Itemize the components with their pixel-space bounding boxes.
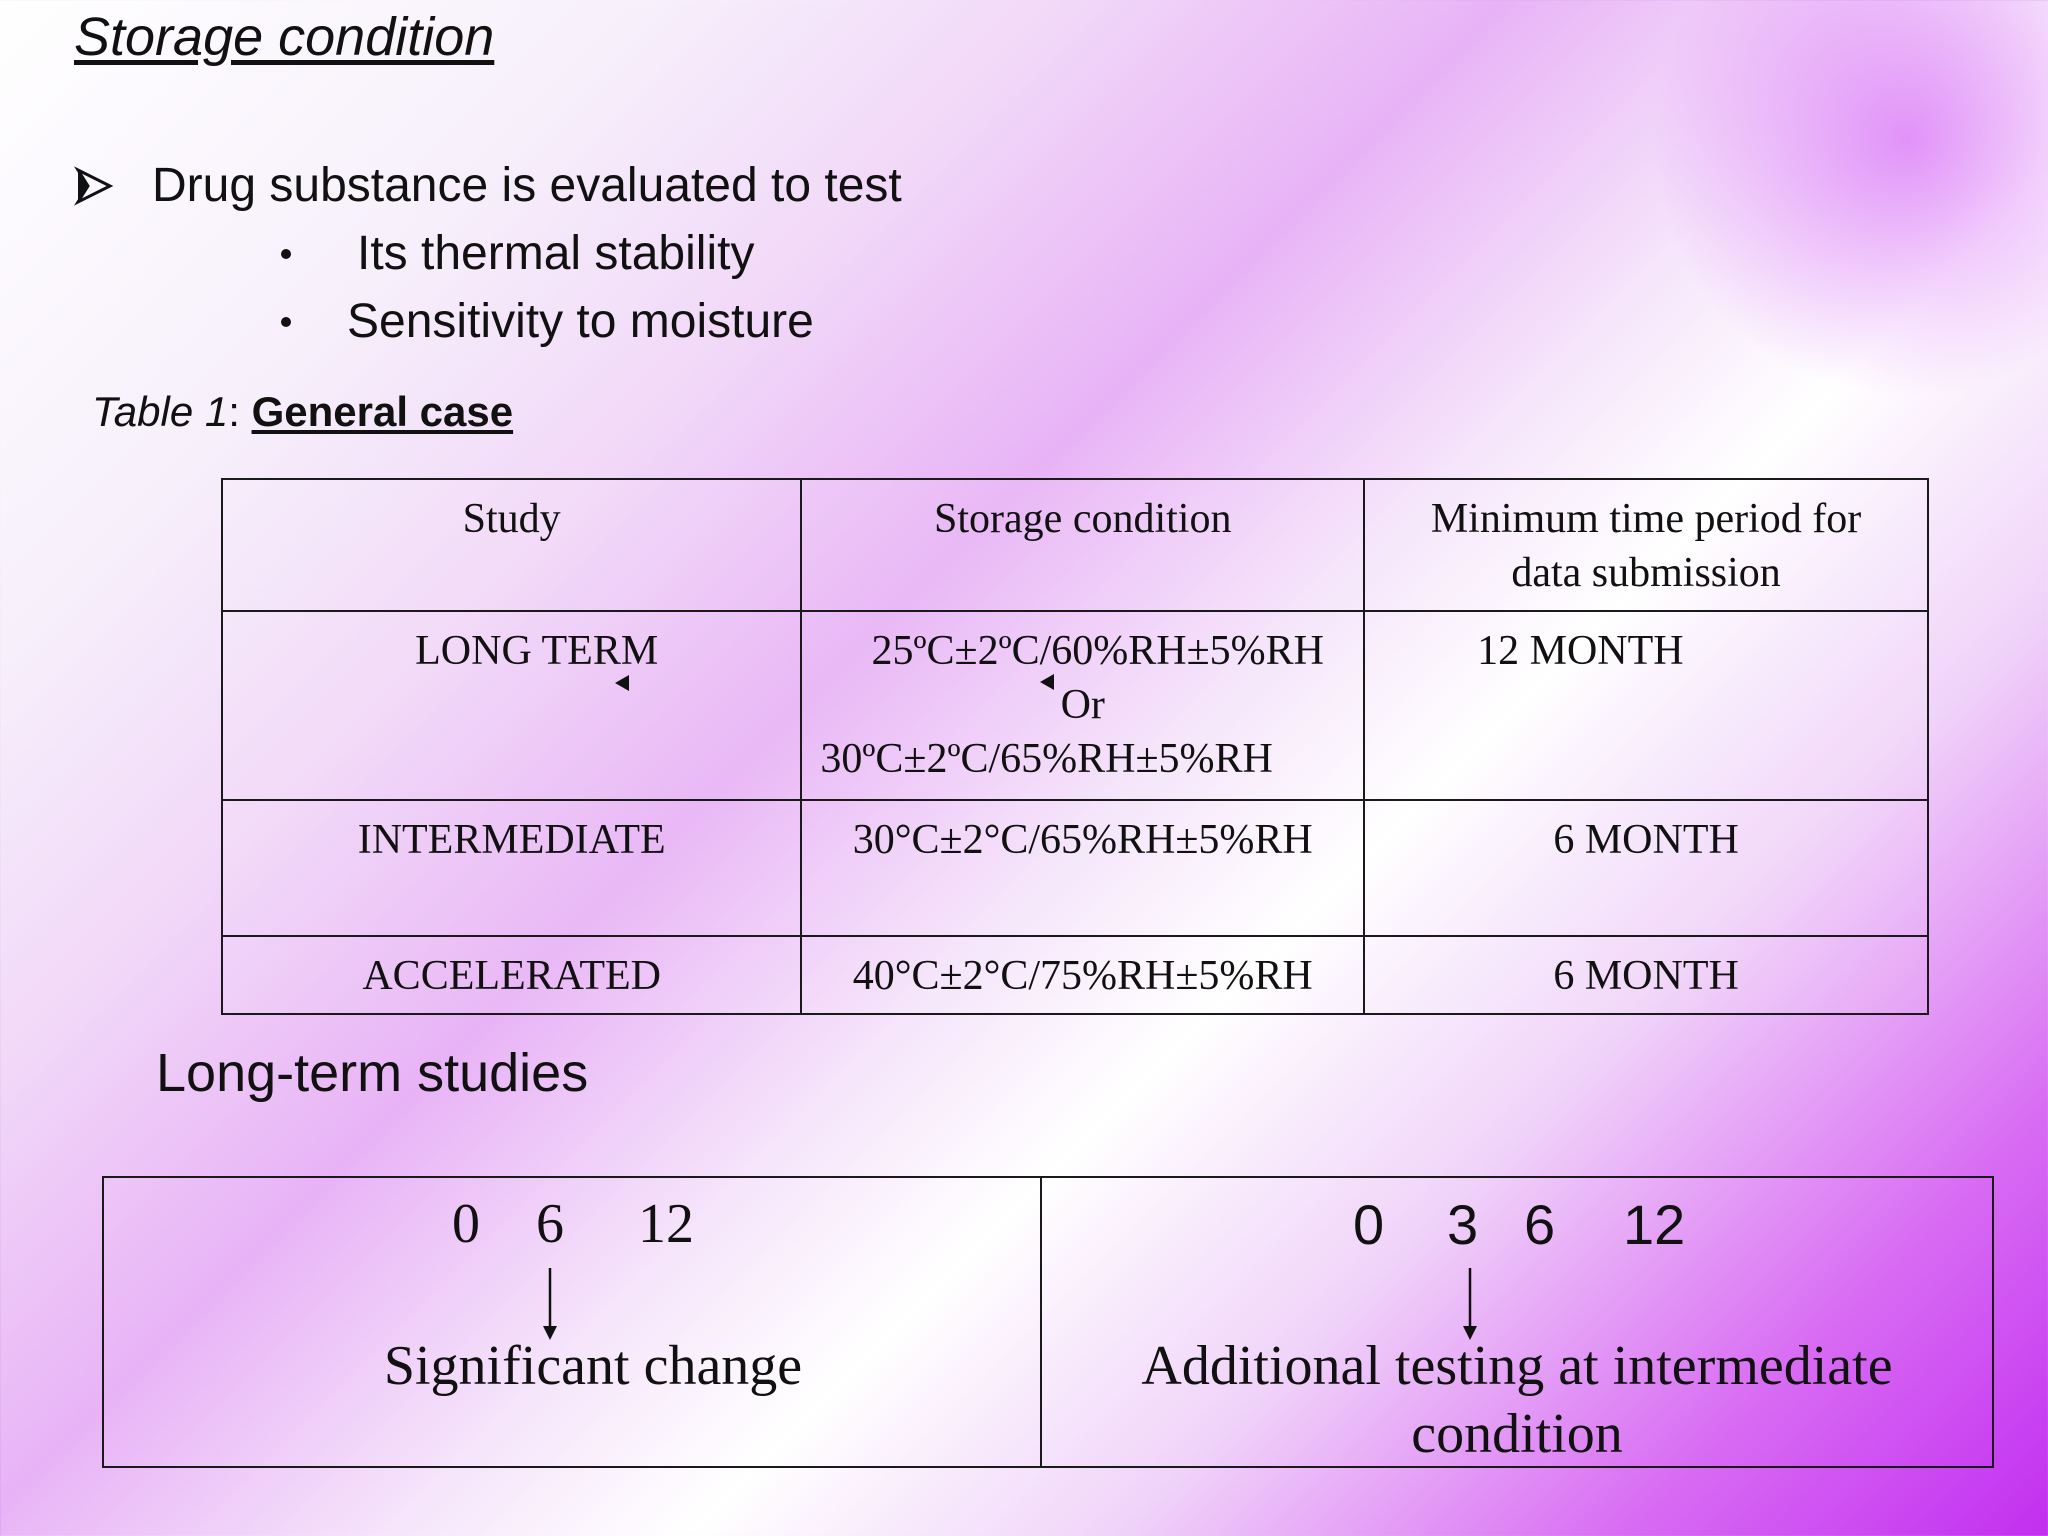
result-line: Additional testing at intermediate	[1141, 1335, 1893, 1397]
timeline-tick: 12	[1623, 1193, 1686, 1256]
result-additional-testing	[1042, 1332, 1992, 1468]
condition-line: 30ºC±2ºC/65%RH±5%RH	[820, 736, 1273, 782]
cell-condition: 40°C±2°C/75%RH±5%RH	[801, 936, 1364, 1014]
result-line: condition	[1411, 1403, 1623, 1465]
cell-study	[222, 611, 801, 800]
timeline-tick: 0	[1353, 1193, 1385, 1256]
storage-condition-table	[221, 478, 1929, 1015]
slide-title: Storage condition	[74, 7, 495, 67]
pointer-marker-icon	[1040, 674, 1054, 690]
main-bullet-text: Drug substance is evaluated to test	[152, 159, 902, 212]
header-study: Study	[222, 479, 801, 611]
cell-study: INTERMEDIATE	[222, 800, 801, 936]
panel-significant-change	[104, 1178, 1042, 1466]
long-term-studies-box	[102, 1176, 1994, 1468]
condition-line: 25ºC±2ºC/60%RH±5%RH	[871, 628, 1324, 674]
table-row	[222, 800, 1928, 936]
pointer-marker-icon	[615, 675, 629, 691]
table-row	[222, 936, 1928, 1014]
table-caption	[92, 388, 513, 436]
arrowhead-bullet-icon	[74, 166, 114, 206]
sub-bullet-text: Its thermal stability	[357, 227, 755, 280]
timeline-tick: 6	[536, 1193, 564, 1255]
table-header-row	[222, 479, 1928, 611]
background-glow	[1648, 0, 2048, 400]
panel-additional-testing	[1042, 1178, 1992, 1466]
cell-time: 6 MONTH	[1364, 936, 1928, 1014]
header-minimum-time: Minimum time period for data submission	[1364, 479, 1928, 611]
table-caption-label: Table 1	[92, 388, 229, 435]
table-caption-separator: :	[228, 388, 252, 435]
sub-bullet-thermal	[281, 226, 754, 281]
down-arrow-icon	[1460, 1268, 1480, 1340]
down-arrow-icon	[540, 1268, 560, 1340]
cell-time: 6 MONTH	[1364, 800, 1928, 936]
timeline-tick: 12	[638, 1193, 694, 1255]
bullet-dot-icon	[281, 317, 291, 327]
timeline-tick: 6	[1524, 1193, 1556, 1256]
cell-study: ACCELERATED	[222, 936, 801, 1014]
table-row	[222, 611, 1928, 800]
cell-condition: 30°C±2°C/65%RH±5%RH	[801, 800, 1364, 936]
header-storage-condition: Storage condition	[801, 479, 1364, 611]
section-heading: Long-term studies	[156, 1043, 589, 1103]
result-significant-change: Significant change	[383, 1335, 803, 1397]
study-long-term: LONG TERM	[415, 628, 659, 674]
bullet-dot-icon	[281, 249, 291, 259]
cell-time: 12 MONTH	[1364, 611, 1928, 800]
timeline-tick: 3	[1447, 1193, 1479, 1256]
condition-line: Or	[812, 678, 1353, 732]
sub-bullet-moisture	[281, 294, 814, 349]
main-bullet	[74, 158, 902, 213]
sub-bullet-text: Sensitivity to moisture	[347, 295, 814, 348]
timeline-tick: 0	[452, 1193, 480, 1255]
cell-condition	[801, 611, 1364, 800]
table-caption-heading: General case	[251, 388, 514, 435]
